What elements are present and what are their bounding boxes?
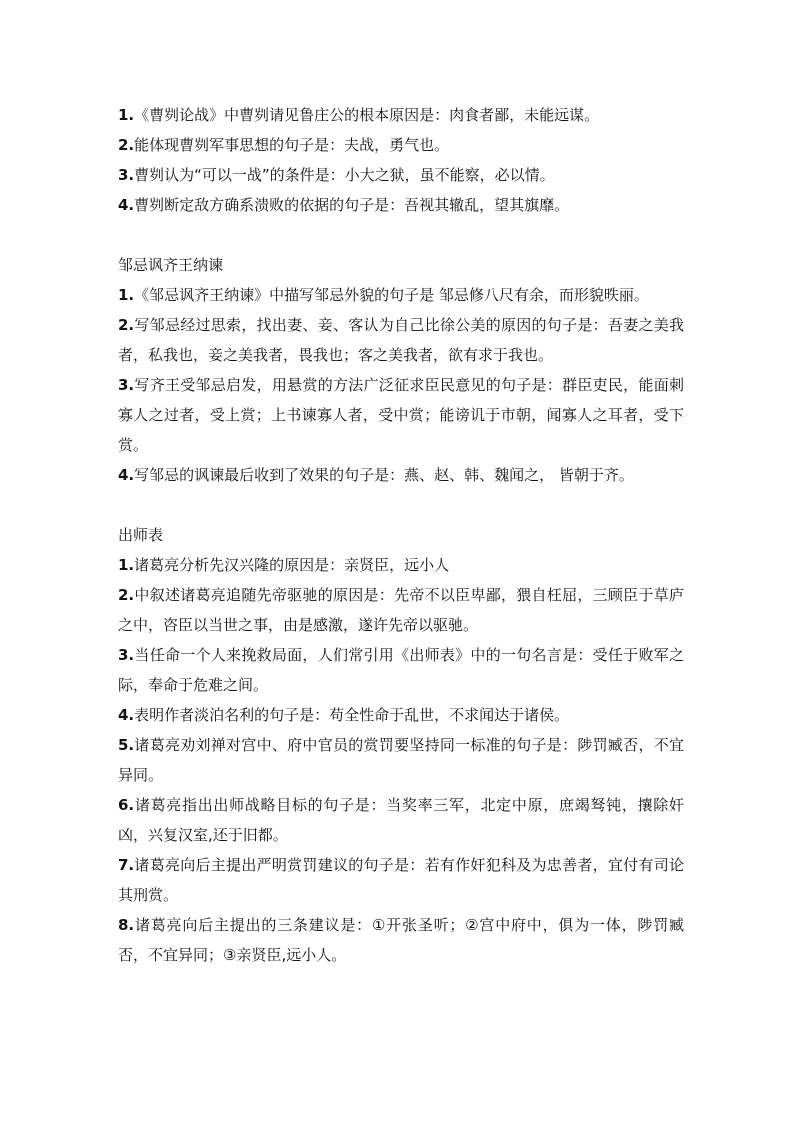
item-number: 2.: [118, 316, 135, 334]
item-number: 4.: [118, 706, 135, 724]
item-number: 6.: [118, 796, 135, 814]
item-text: 当任命一个人来挽救局面，人们常引用《出师表》中的一句名言是：受任于败军之际，奉命于危难之间。: [118, 646, 684, 694]
section-chu-shi-biao: [118, 520, 684, 970]
item-text: 表明作者淡泊名利的句子是：苟全性命于乱世，不求闻达于诸侯。: [134, 706, 570, 724]
item-text: 写齐王受邹忌启发，用悬赏的方法广泛征求臣民意见的句子是：群臣吏民，能面刺寡人之过者，受上赏；上书谏寡人者，受中赏；能谤讥于市朝，闻寡人之耳者，受下赏。: [118, 376, 684, 454]
section-cao-gui: [118, 100, 684, 220]
item-number: 2.: [118, 136, 135, 154]
item-number: 4.: [118, 466, 135, 484]
item-number: 3.: [118, 646, 135, 664]
item-text: 中叙述诸葛亮追随先帝驱驰的原因是：先帝不以臣卑鄙，猥自枉屈，三顾臣于草庐之中，咨臣以当世之事，由是感激，遂许先帝以驱驰。: [118, 586, 684, 634]
item-number: 4.: [118, 196, 135, 214]
section-title: 出师表: [118, 526, 164, 544]
list-item: [118, 370, 684, 460]
list-item: [118, 190, 684, 220]
item-number: 7.: [118, 856, 135, 874]
list-item: [118, 280, 684, 310]
item-number: 2.: [118, 586, 135, 604]
item-text: 曹刿认为“可以一战”的条件是：小大之狱，虽不能察，必以情。: [134, 166, 555, 184]
list-item: [118, 700, 684, 730]
list-item: [118, 310, 684, 370]
list-item: [118, 910, 684, 970]
item-number: 1.: [118, 286, 135, 304]
list-item: [118, 160, 684, 190]
item-text: 写邹忌经过思索，找出妻、妾、客认为自己比徐公美的原因的句子是：吾妻之美我者，私我也，妾之美我者，畏我也；客之美我者，欲有求于我也。: [118, 316, 684, 364]
list-item: [118, 730, 684, 790]
list-item: [118, 640, 684, 700]
item-text: 诸葛亮劝刘禅对宫中、府中官员的赏罚要坚持同一标准的句子是：陟罚臧否，不宜异同。: [118, 736, 684, 784]
list-item: [118, 790, 684, 850]
item-number: 8.: [118, 916, 135, 934]
item-number: 5.: [118, 736, 135, 754]
item-text: 《邹忌讽齐王纳谏》中描写邹忌外貌的句子是 邹忌修八尺有余，而形貌昳丽。: [134, 286, 649, 304]
item-text: 曹刿断定敌方确系溃败的依据的句子是：吾视其辙乱，望其旗靡。: [134, 196, 570, 214]
item-text: 诸葛亮向后主提出的三条建议是：①开张圣听；②宫中府中，俱为一体，陟罚臧否，不宜异同；③亲贤臣,远小人。: [118, 916, 684, 964]
item-text: 诸葛亮向后主提出严明赏罚建议的句子是：若有作奸犯科及为忠善者，宜付有司论其刑赏。: [118, 856, 684, 904]
item-text: 诸葛亮分析先汉兴隆的原因是：亲贤臣，远小人: [134, 556, 450, 574]
item-number: 1.: [118, 106, 135, 124]
item-text: 写邹忌的讽谏最后收到了效果的句子是：燕、赵、韩、魏闻之， 皆朝于齐。: [134, 466, 634, 484]
section-zou-ji: [118, 250, 684, 490]
item-number: 3.: [118, 376, 135, 394]
list-item: [118, 580, 684, 640]
list-item: [118, 550, 684, 580]
item-number: 3.: [118, 166, 135, 184]
item-text: 能体现曹刿军事思想的句子是：夫战，勇气也。: [134, 136, 450, 154]
list-item: [118, 100, 684, 130]
item-text: 《曹刿论战》中曹刿请见鲁庄公的根本原因是：肉食者鄙，未能远谋。: [134, 106, 600, 124]
list-item: [118, 850, 684, 910]
item-number: 1.: [118, 556, 135, 574]
item-text: 诸葛亮指出出师战略目标的句子是：当奖率三军，北定中原，庶竭驽钝，攘除奸凶，兴复汉室,还于旧都。: [118, 796, 684, 844]
list-item: [118, 130, 684, 160]
list-item: [118, 460, 684, 490]
section-title: 邹忌讽齐王纳谏: [118, 256, 224, 274]
